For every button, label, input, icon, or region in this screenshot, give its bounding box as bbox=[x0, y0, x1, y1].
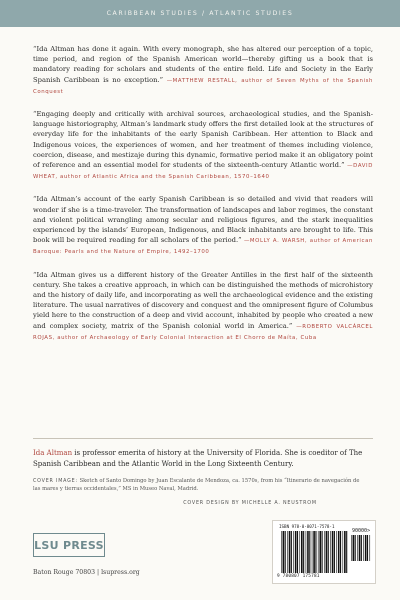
barcode-stripe bbox=[334, 531, 335, 573]
barcode-stripe bbox=[306, 531, 307, 573]
barcode-stripe bbox=[340, 531, 341, 573]
barcode-stripe bbox=[318, 531, 319, 573]
author-bio-text: is professor emerita of history at the University of Florida. She is coeditor of The Spanish Caribbean and the Atlantic World in the Long Sixteenth Century. bbox=[33, 449, 363, 468]
publisher-city: Baton Rouge 70803 bbox=[33, 569, 96, 576]
cover-image-text: Sketch of Santo Domingo by Juan Escalante de Mendoza, ca. 1570s, from his “Itinerario de navegación de las mares y tierras occidentales,” MS in Museo Naval, Madrid. bbox=[33, 478, 360, 492]
barcode-stripe bbox=[309, 531, 310, 573]
barcode-stripe bbox=[353, 535, 355, 561]
barcode-stripe bbox=[319, 531, 321, 573]
author-name: Ida Altman bbox=[33, 449, 73, 457]
barcode-stripe bbox=[281, 531, 282, 573]
barcode-stripe bbox=[307, 531, 309, 573]
barcode bbox=[272, 520, 376, 584]
barcode-stripe bbox=[361, 535, 362, 561]
barcode-stripe bbox=[338, 531, 340, 573]
barcode-stripe bbox=[315, 531, 316, 573]
blurb-quote: “Ida Altman’s account of the early Spanish Caribbean is so detailed and vivid that readers will wonder if she is a time-traveler. The transformation of landscapes and labor regimes, the constant and violent political wrangling among secular and religious figures, and the stark inequalities experienced by the islands’ European, Indigenous, and Black inhabitants are brought to life. This book will be required reading for all scholars of the period.” bbox=[33, 195, 373, 245]
blurb-quote: “Engaging deeply and critically with archival sources, archaeological studies, and the Spanish-language historiography, Altman’s landmark study offers the first detailed look at the structures of everyday life for the inhabitants of the early Spanish Caribbean. Her attention to Black and Indigenous voices, the experiences of women, and her treatment of themes including violence, coercion, disease, and mestizaje during this dynamic, formative period make it an obligatory point of reference and an essential model for students of the sixteenth-century Atlantic world.” bbox=[33, 110, 373, 170]
barcode-stripe bbox=[344, 531, 346, 573]
barcode-stripe bbox=[287, 531, 288, 573]
barcode-stripe bbox=[322, 531, 323, 573]
blurb-attribution: —ROBERTO VALCÁRCEL ROJAS, author of Archaeology of Early Colonial Interaction at El Chorro de Maíta, Cuba bbox=[33, 323, 373, 341]
blurb-quote: “Ida Altman has done it again. With every monograph, she has altered our perception of a topic, time period, and region of the Spanish American world—thereby gifting us a book that is mandatory reading for scholars and students of the entire field. Life and Society in the Early Spanish Caribbean is no exception.” bbox=[33, 45, 373, 84]
barcode-stripe bbox=[363, 535, 364, 561]
blurb-wheat bbox=[33, 109, 373, 182]
barcode-stripe bbox=[336, 531, 337, 573]
barcode-stripe bbox=[301, 531, 303, 573]
barcode-digits: 9 780807 175781 bbox=[277, 574, 320, 579]
barcode-stripe bbox=[293, 531, 294, 573]
blurb-valcarcel bbox=[33, 270, 373, 343]
barcode-stripe bbox=[330, 531, 331, 573]
barcode-stripe bbox=[343, 531, 344, 573]
barcode-stripe bbox=[313, 531, 315, 573]
series-label: CARIBBEAN STUDIES / ATLANTIC STUDIES bbox=[106, 10, 294, 17]
price-code-arrow: > bbox=[367, 528, 371, 534]
publisher-address bbox=[33, 569, 140, 576]
barcode-stripe bbox=[367, 535, 368, 561]
blurb-quote: “Ida Altman gives us a different history of the Greater Antilles in the first half of the sixteenth century. She takes a creative approach, in which can be distinguished the methods of microhistory and the history of daily life, and incorporating as well the archaeological evidence and the existing literature. The usual narratives of discovery and conquest and the omnipresent figure of Columbus yield here to the construction of a deep and vivid account, inhabited by people who created a new and complex society, matrix of the Spanish colonial world in America.” bbox=[33, 270, 373, 330]
blurbs-section bbox=[33, 44, 373, 355]
barcode-stripe bbox=[289, 531, 291, 573]
barcode-stripe bbox=[365, 535, 367, 561]
barcode-stripe bbox=[297, 531, 298, 573]
isbn-text: ISBN 978-0-8071-7578-1 bbox=[279, 524, 335, 529]
barcode-stripe bbox=[295, 531, 297, 573]
price-code-value: 90000 bbox=[352, 528, 368, 534]
series-header bbox=[0, 0, 400, 27]
publisher-website: lsupress.org bbox=[101, 569, 140, 576]
blurb-attribution: —MOLLY A. WARSH, author of American Baroque: Pearls and the Nature of Empire, 1492–1700 bbox=[33, 238, 373, 256]
blurb-attribution: —DAVID WHEAT, author of Atlantic Africa and the Spanish Caribbean, 1570–1640 bbox=[33, 163, 373, 181]
barcode-stripe bbox=[299, 531, 300, 573]
barcode-stripe bbox=[328, 531, 329, 573]
barcode-bars bbox=[281, 531, 349, 573]
blurb-attribution: —MATTHEW RESTALL, author of Seven Myths of the Spanish Conquest bbox=[33, 77, 373, 95]
barcode-stripe bbox=[346, 531, 347, 573]
divider bbox=[33, 438, 373, 439]
barcode-stripe bbox=[351, 535, 352, 561]
barcode-stripe bbox=[326, 531, 328, 573]
barcode-stripe bbox=[324, 531, 325, 573]
barcode-stripe bbox=[359, 535, 361, 561]
address-separator: | bbox=[97, 569, 100, 576]
author-bio bbox=[33, 448, 373, 469]
blurb-warsh bbox=[33, 194, 373, 257]
barcode-stripe bbox=[355, 535, 356, 561]
price-code bbox=[352, 528, 370, 534]
publisher-logo bbox=[33, 533, 105, 557]
cover-design-credit: COVER DESIGN BY MICHELLE A. NEUSTROM bbox=[183, 501, 317, 506]
barcode-stripe bbox=[283, 531, 285, 573]
barcode-stripe bbox=[291, 531, 292, 573]
barcode-stripe bbox=[303, 531, 304, 573]
cover-image-credit bbox=[33, 478, 363, 493]
barcode-stripe bbox=[332, 531, 334, 573]
barcode-stripe bbox=[285, 531, 286, 573]
blurb-restall bbox=[33, 44, 373, 97]
barcode-stripe bbox=[312, 531, 313, 573]
cover-image-label: COVER IMAGE: bbox=[33, 479, 78, 484]
publisher-logo-text: LSU PRESS bbox=[34, 539, 104, 552]
barcode-stripe bbox=[357, 535, 358, 561]
price-barcode-bars bbox=[351, 535, 371, 561]
barcode-stripe bbox=[369, 535, 370, 561]
